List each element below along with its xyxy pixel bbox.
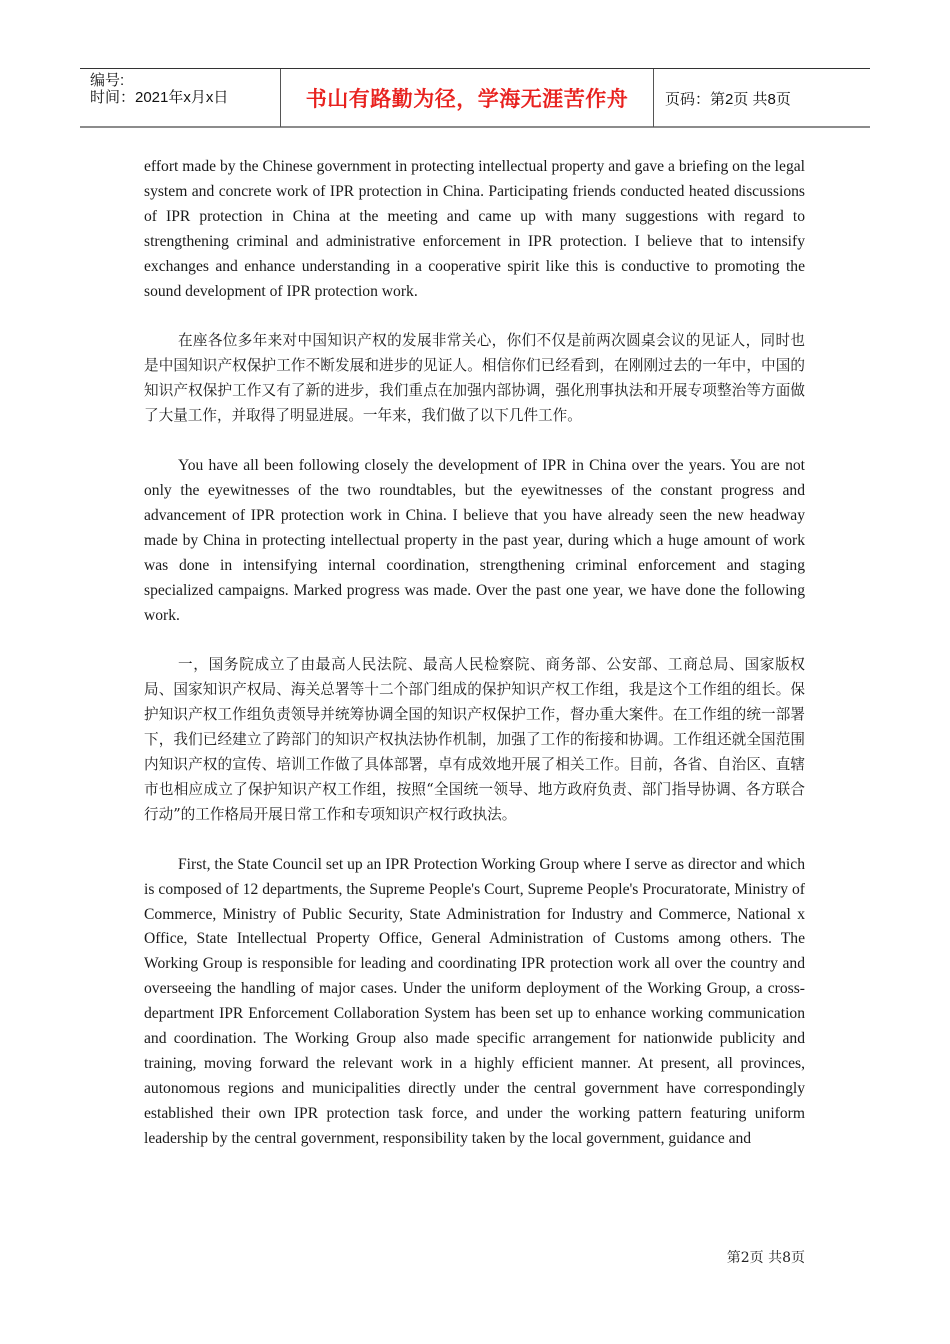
paragraph-gap <box>144 828 805 853</box>
paragraph-en-2: You have all been following closely the development of IPR in China over the years. You are not only the eyewitnesses of the two roundtables, but the eyewitnesses of the constant progress and advancement of IPR protection work in China. I believe that you have already seen the new headway made by China in protecting intellectual property in the past year, during which a huge amount of work was done in intensifying internal coordination, strengthening criminal enforcement and staging specialized campaigns. Marked progress was made. Over the past one year, we have done the following work. <box>144 457 805 624</box>
page-header <box>80 68 870 128</box>
document-body <box>144 155 805 1152</box>
header-meta <box>80 69 281 127</box>
page-footer: 第2页 共8页 <box>726 1250 805 1266</box>
header-page-info: 页码：第2页 共8页 <box>665 90 791 108</box>
header-motto: 书山有路勤为径，学海无涯苦作舟 <box>281 69 654 127</box>
paragraph-en-1: effort made by the Chinese government in protecting intellectual property and gave a briefing on the legal system and concrete work of IPR protection in China. Participating friends conducted heated discussions of IPR protection in China at the meeting and came up with many suggestions with regard to strengthening criminal and administrative enforcement in IPR protection. I believe that to intensify exchanges and enhance understanding in a cooperative spirit like this is conductive to promoting the sound development of IPR protection work. <box>144 158 805 300</box>
date-label: 时间：2021年x月x日 <box>90 89 229 106</box>
paragraph-gap <box>144 429 805 454</box>
paragraph-gap <box>144 628 805 653</box>
serial-number-label: 编号: <box>90 72 125 89</box>
paragraph-zh-1: 在座各位多年来对中国知识产权的发展非常关心，你们不仅是前两次圆桌会议的见证人，同时也是中国知识产权保护工作不断发展和进步的见证人。相信你们已经看到，在刚刚过去的一年中，中国的知识产权保护工作又有了新的进步，我们重点在加强内部协调，强化刑事执法和开展专项整治等方面做了大量工作，并取得了明显进展。一年来，我们做了以下几件工作。 <box>144 332 805 425</box>
paragraph-gap <box>144 304 805 329</box>
paragraph-zh-2: 一，国务院成立了由最高人民法院、最高人民检察院、商务部、公安部、工商总局、国家版权局、国家知识产权局、海关总署等十二个部门组成的保护知识产权工作组，我是这个工作组的组长。保护知识产权工作组负责领导并统筹协调全国的知识产权保护工作，督办重大案件。在工作组的统一部署下，我们已经建立了跨部门的知识产权执法协作机制，加强了工作的衔接和协调。工作组还就全国范围内知识产权的宣传、培训工作做了具体部署，卓有成效地开展了相关工作。目前，各省、自治区、直辖市也相应成立了保护知识产权工作组，按照“全国统一领导、地方政府负责、部门指导协调、各方联合行动”的工作格局开展日常工作和专项知识产权行政执法。 <box>144 656 805 823</box>
paragraph-en-3: First, the State Council set up an IPR Protection Working Group where I serve as director and which is composed of 12 departments, the Supreme People's Court, Supreme People's Procuratorate, Ministry of Commerce, Ministry of Public Security, State Administration for Industry and Commerce, National x Office, State Intellectual Property Office, General Administration of Customs among others. The Working Group is responsible for leading and coordinating IPR protection work all over the country and overseeing the handling of major cases. Under the uniform deployment of the Working Group, a cross-department IPR Enforcement Collaboration System has been set up to enhance working communication and coordination. The Working Group also made specific arrangement for nationwide publicity and training, moving forward the relevant work in a highly efficient manner. At present, all provinces, autonomous regions and municipalities directly under the central government have correspondingly established their own IPR protection task force, and under the working pattern featuring uniform leadership by the central government, responsibility taken by the local government, guidance and <box>144 855 805 1147</box>
